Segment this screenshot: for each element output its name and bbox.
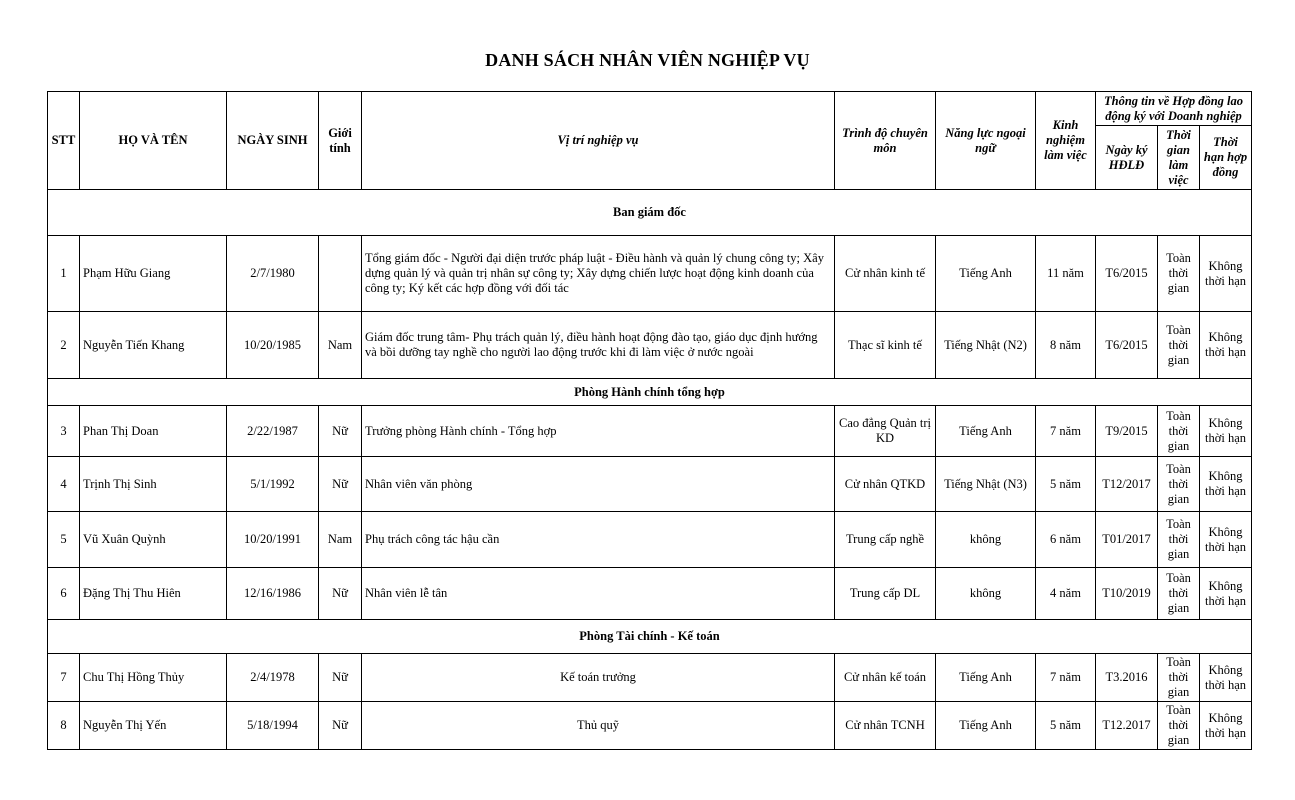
cell-gender: Nam — [319, 312, 362, 379]
cell-dob: 10/20/1985 — [227, 312, 319, 379]
cell-contract-term: Không thời hạn — [1200, 702, 1252, 750]
cell-contract-term: Không thời hạn — [1200, 568, 1252, 620]
cell-position: Phụ trách công tác hậu cần — [362, 512, 835, 568]
header-contract-term: Thời hạn hợp đồng — [1200, 126, 1252, 190]
header-work-time: Thời gian làm việc — [1158, 126, 1200, 190]
cell-name: Nguyễn Thị Yến — [80, 702, 227, 750]
table-row — [48, 512, 1252, 568]
cell-education: Trung cấp nghề — [835, 512, 936, 568]
cell-experience: 5 năm — [1036, 457, 1096, 512]
cell-stt: 4 — [48, 457, 80, 512]
cell-dob: 5/1/1992 — [227, 457, 319, 512]
cell-position: Giám đốc trung tâm- Phụ trách quản lý, điều hành hoạt động đào tạo, giáo dục định hướng và bồi dưỡng tay nghề cho người lao động trước khi đi làm việc ở nước ngoài — [362, 312, 835, 379]
cell-sign-date: T12.2017 — [1096, 702, 1158, 750]
cell-stt: 1 — [48, 236, 80, 312]
cell-work-time: Toàn thời gian — [1158, 236, 1200, 312]
cell-education: Thạc sĩ kinh tế — [835, 312, 936, 379]
cell-language: Tiếng Nhật (N3) — [936, 457, 1036, 512]
cell-language: Tiếng Anh — [936, 406, 1036, 457]
cell-stt: 5 — [48, 512, 80, 568]
cell-work-time: Toàn thời gian — [1158, 312, 1200, 379]
cell-stt: 2 — [48, 312, 80, 379]
cell-language: Tiếng Anh — [936, 654, 1036, 702]
cell-name: Chu Thị Hồng Thủy — [80, 654, 227, 702]
section-header: Phòng Hành chính tổng hợp — [48, 379, 1252, 406]
cell-name: Đặng Thị Thu Hiên — [80, 568, 227, 620]
cell-position: Thủ quỹ — [362, 702, 835, 750]
table-row — [48, 568, 1252, 620]
cell-experience: 5 năm — [1036, 702, 1096, 750]
cell-dob: 2/7/1980 — [227, 236, 319, 312]
cell-stt: 6 — [48, 568, 80, 620]
section-header: Ban giám đốc — [48, 190, 1252, 236]
cell-gender — [319, 236, 362, 312]
cell-stt: 8 — [48, 702, 80, 750]
section-header: Phòng Tài chính - Kế toán — [48, 620, 1252, 654]
cell-gender: Nữ — [319, 457, 362, 512]
cell-name: Phan Thị Doan — [80, 406, 227, 457]
header-sign-date: Ngày ký HĐLĐ — [1096, 126, 1158, 190]
header-experience: Kinh nghiệm làm việc — [1036, 92, 1096, 190]
cell-sign-date: T12/2017 — [1096, 457, 1158, 512]
cell-sign-date: T01/2017 — [1096, 512, 1158, 568]
cell-education: Cử nhân TCNH — [835, 702, 936, 750]
cell-experience: 7 năm — [1036, 654, 1096, 702]
cell-contract-term: Không thời hạn — [1200, 457, 1252, 512]
cell-sign-date: T6/2015 — [1096, 312, 1158, 379]
page-title: DANH SÁCH NHÂN VIÊN NGHIỆP VỤ — [485, 50, 810, 70]
cell-experience: 8 năm — [1036, 312, 1096, 379]
cell-experience: 11 năm — [1036, 236, 1096, 312]
cell-contract-term: Không thời hạn — [1200, 312, 1252, 379]
cell-sign-date: T9/2015 — [1096, 406, 1158, 457]
cell-education: Trung cấp DL — [835, 568, 936, 620]
cell-sign-date: T10/2019 — [1096, 568, 1158, 620]
cell-language: Tiếng Anh — [936, 236, 1036, 312]
table-row — [48, 654, 1252, 702]
header-education: Trình độ chuyên môn — [835, 92, 936, 190]
cell-gender: Nam — [319, 512, 362, 568]
header-gender: Giới tính — [319, 92, 362, 190]
cell-education: Cử nhân kế toán — [835, 654, 936, 702]
cell-gender: Nữ — [319, 406, 362, 457]
cell-stt: 3 — [48, 406, 80, 457]
cell-dob: 12/16/1986 — [227, 568, 319, 620]
cell-position: Trưởng phòng Hành chính - Tổng hợp — [362, 406, 835, 457]
employee-table — [47, 91, 1252, 750]
cell-experience: 4 năm — [1036, 568, 1096, 620]
cell-education: Cử nhân kinh tế — [835, 236, 936, 312]
header-name: HỌ VÀ TÊN — [80, 92, 227, 190]
cell-language: Tiếng Anh — [936, 702, 1036, 750]
cell-dob: 10/20/1991 — [227, 512, 319, 568]
cell-experience: 7 năm — [1036, 406, 1096, 457]
cell-work-time: Toàn thời gian — [1158, 702, 1200, 750]
cell-gender: Nữ — [319, 702, 362, 750]
cell-work-time: Toàn thời gian — [1158, 654, 1200, 702]
cell-work-time: Toàn thời gian — [1158, 512, 1200, 568]
cell-education: Cao đẳng Quản trị KD — [835, 406, 936, 457]
cell-work-time: Toàn thời gian — [1158, 568, 1200, 620]
cell-position: Kế toán trưởng — [362, 654, 835, 702]
header-contract-group: Thông tin về Hợp đồng lao động ký với Doanh nghiệp — [1096, 92, 1252, 126]
cell-experience: 6 năm — [1036, 512, 1096, 568]
cell-sign-date: T3.2016 — [1096, 654, 1158, 702]
cell-contract-term: Không thời hạn — [1200, 236, 1252, 312]
cell-position: Tổng giám đốc - Người đại diện trước pháp luật - Điều hành và quản lý chung công ty; Xây dựng quản lý và quản trị nhân sự công ty; Xây dựng chiến lược hoạt động kinh doanh của công ty; Ký kết các hợp đồng với đối tác — [362, 236, 835, 312]
cell-name: Trịnh Thị Sinh — [80, 457, 227, 512]
table-row — [48, 312, 1252, 379]
cell-contract-term: Không thời hạn — [1200, 406, 1252, 457]
cell-language: không — [936, 568, 1036, 620]
cell-gender: Nữ — [319, 654, 362, 702]
cell-position: Nhân viên lễ tân — [362, 568, 835, 620]
header-language: Năng lực ngoại ngữ — [936, 92, 1036, 190]
cell-dob: 5/18/1994 — [227, 702, 319, 750]
cell-contract-term: Không thời hạn — [1200, 512, 1252, 568]
cell-gender: Nữ — [319, 568, 362, 620]
header-position: Vị trí nghiệp vụ — [362, 92, 835, 190]
cell-name: Nguyễn Tiến Khang — [80, 312, 227, 379]
cell-sign-date: T6/2015 — [1096, 236, 1158, 312]
table-row — [48, 702, 1252, 750]
cell-work-time: Toàn thời gian — [1158, 457, 1200, 512]
cell-name: Phạm Hữu Giang — [80, 236, 227, 312]
table-row — [48, 406, 1252, 457]
table-row — [48, 236, 1252, 312]
cell-dob: 2/22/1987 — [227, 406, 319, 457]
cell-work-time: Toàn thời gian — [1158, 406, 1200, 457]
cell-contract-term: Không thời hạn — [1200, 654, 1252, 702]
cell-name: Vũ Xuân Quỳnh — [80, 512, 227, 568]
cell-education: Cử nhân QTKD — [835, 457, 936, 512]
cell-language: không — [936, 512, 1036, 568]
table-row — [48, 457, 1252, 512]
header-stt: STT — [48, 92, 80, 190]
cell-language: Tiếng Nhật (N2) — [936, 312, 1036, 379]
cell-stt: 7 — [48, 654, 80, 702]
cell-dob: 2/4/1978 — [227, 654, 319, 702]
cell-position: Nhân viên văn phòng — [362, 457, 835, 512]
header-dob: NGÀY SINH — [227, 92, 319, 190]
